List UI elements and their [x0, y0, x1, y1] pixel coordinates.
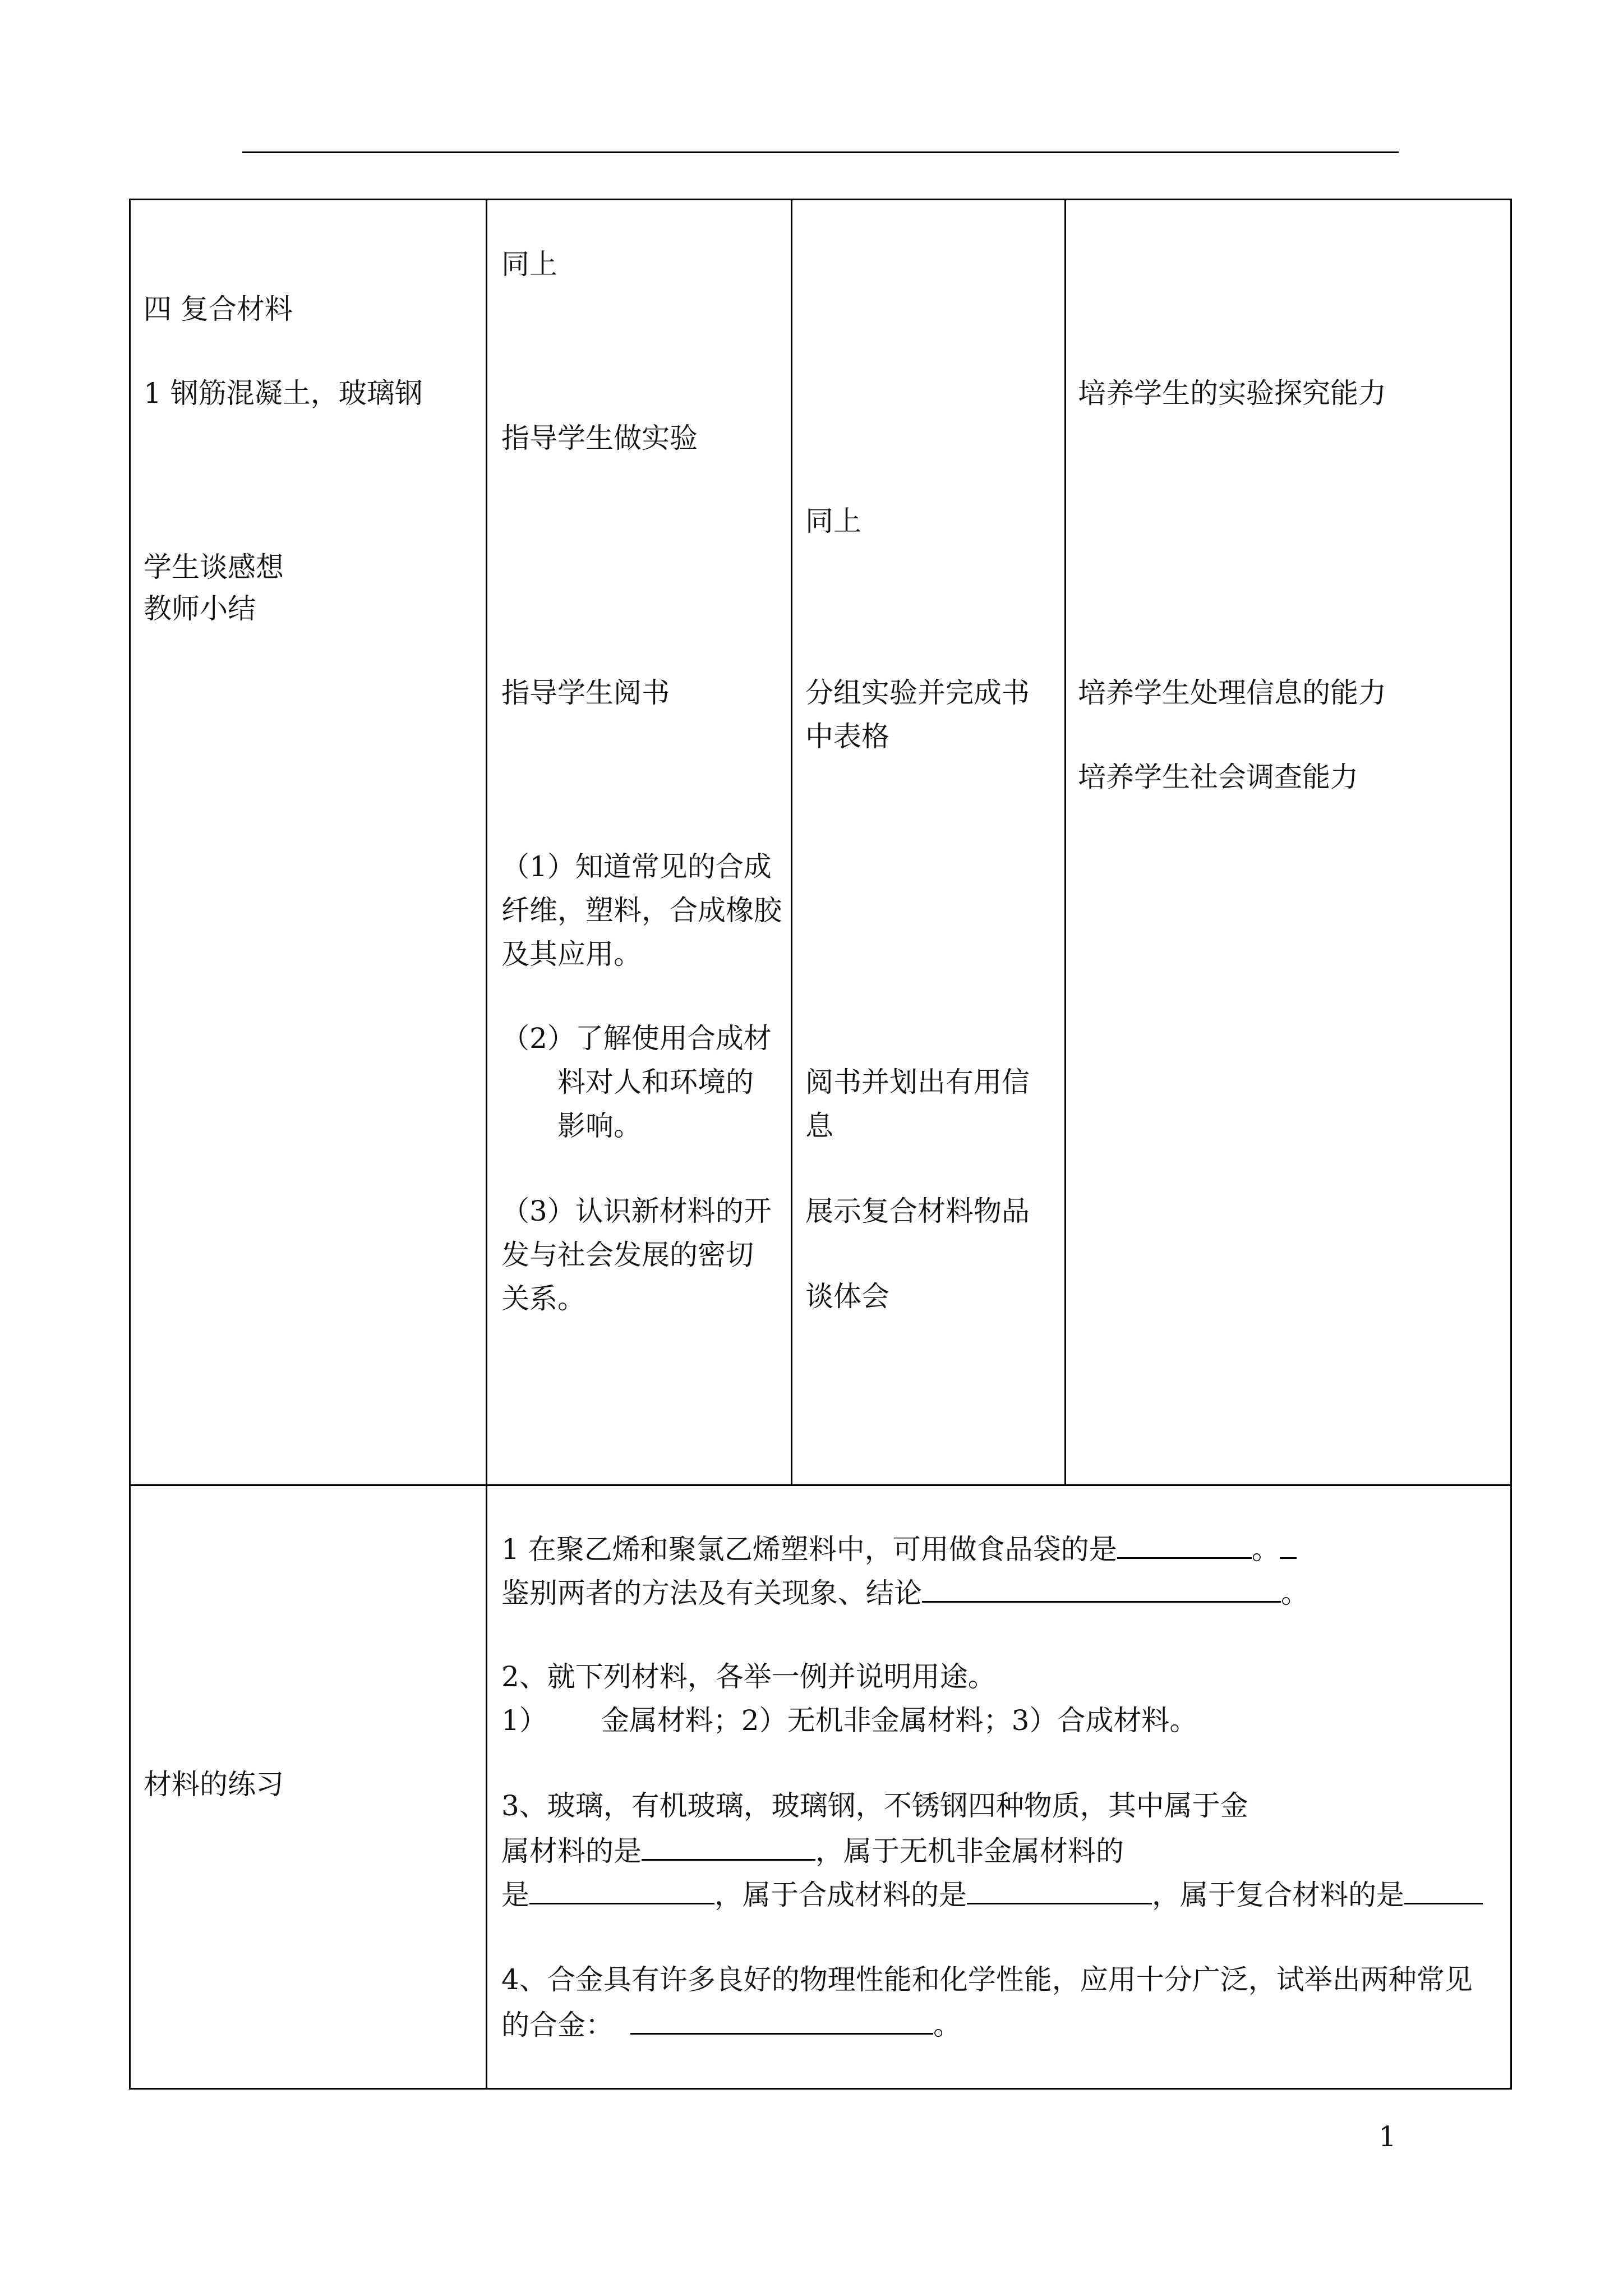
answer-blank-composite[interactable]: [1404, 1871, 1483, 1904]
question-4-line-2: 的合金： 。: [501, 2001, 961, 2047]
answer-blank-1-tail: [1280, 1526, 1297, 1559]
question-2-line-1: 2、就下列材料，各举一例并说明用途。: [501, 1660, 996, 1693]
page-number: 1: [1378, 2120, 1396, 2153]
table-border-bottom: [129, 2088, 1512, 2090]
table-border-left: [129, 199, 131, 2090]
goal-1-line-1: （1）知道常见的合成: [501, 850, 772, 883]
ability-experiment: 培养学生的实验探究能力: [1078, 377, 1386, 409]
question-4-line-1: 4、合金具有许多良好的物理性能和化学性能，应用十分广泛，试举出两种常见: [501, 1963, 1473, 1996]
student-share: 谈体会: [805, 1280, 889, 1313]
table-row-divider: [129, 1484, 1512, 1486]
question-3-line-3: 是 ，属于合成材料的是 ，属于复合材料的是: [501, 1871, 1483, 1917]
answer-blank-alloys[interactable]: [630, 2001, 933, 2035]
show-materials: 展示复合材料物品: [805, 1195, 1030, 1227]
goal-3-line-1: （3）认识新材料的开: [501, 1195, 772, 1227]
group-experiment-line-2: 中表格: [805, 720, 889, 753]
question-1-line-1: 1 在聚乙烯和聚氯乙烯塑料中，可用做食品袋的是 。: [501, 1526, 1297, 1571]
teacher-same: 同上: [501, 248, 557, 280]
goal-2-line-2: 料对人和环境的: [557, 1066, 754, 1098]
table-col-divider-2: [791, 199, 792, 1486]
goal-1-line-2: 纤维，塑料，合成橡胶: [501, 894, 782, 927]
group-experiment-line-1: 分组实验并完成书: [805, 677, 1030, 709]
header-rule: [242, 151, 1399, 153]
answer-blank-metal[interactable]: [642, 1828, 815, 1861]
ability-information: 培养学生处理信息的能力: [1078, 677, 1386, 709]
question-2-line-2: 1） 金属材料；2）无机非金属材料；3）合成材料。: [501, 1704, 1198, 1737]
read-info-line-1: 阅书并划出有用信: [805, 1066, 1030, 1098]
goal-2-line-3: 影响。: [557, 1110, 642, 1142]
table-col-divider-3: [1064, 199, 1066, 1486]
teacher-summary: 教师小结: [144, 592, 256, 625]
student-same: 同上: [805, 505, 861, 537]
guide-experiment: 指导学生做实验: [501, 422, 698, 454]
read-info-line-2: 息: [805, 1110, 833, 1142]
table-border-top: [129, 199, 1512, 200]
table-col-divider-1: [486, 199, 487, 2090]
exercise-label: 材料的练习: [144, 1768, 284, 1801]
guide-reading: 指导学生阅书: [501, 677, 670, 709]
question-3-line-1: 3、玻璃，有机玻璃，玻璃钢，不锈钢四种物质，其中属于金: [501, 1789, 1248, 1822]
answer-blank-synthetic[interactable]: [967, 1871, 1152, 1904]
question-3-line-2: 属材料的是 ，属于无机非金属材料的: [501, 1828, 1124, 1873]
goal-3-line-3: 关系。: [501, 1282, 585, 1315]
question-1-line-2: 鉴别两者的方法及有关现象、结论 。: [501, 1570, 1309, 1615]
student-talk: 学生谈感想: [144, 551, 284, 583]
goal-1-line-3: 及其应用。: [501, 938, 642, 970]
section-title: 四 复合材料: [144, 293, 293, 325]
table-border-right: [1510, 199, 1512, 2090]
answer-blank-1[interactable]: [1117, 1526, 1252, 1559]
ability-survey: 培养学生社会调查能力: [1078, 761, 1358, 793]
answer-blank-inorganic[interactable]: [529, 1871, 714, 1904]
answer-blank-2[interactable]: [922, 1570, 1281, 1603]
goal-3-line-2: 发与社会发展的密切: [501, 1239, 754, 1271]
goal-2-line-1: （2）了解使用合成材: [501, 1022, 772, 1055]
section-item: 1 钢筋混凝土，玻璃钢: [144, 377, 423, 409]
